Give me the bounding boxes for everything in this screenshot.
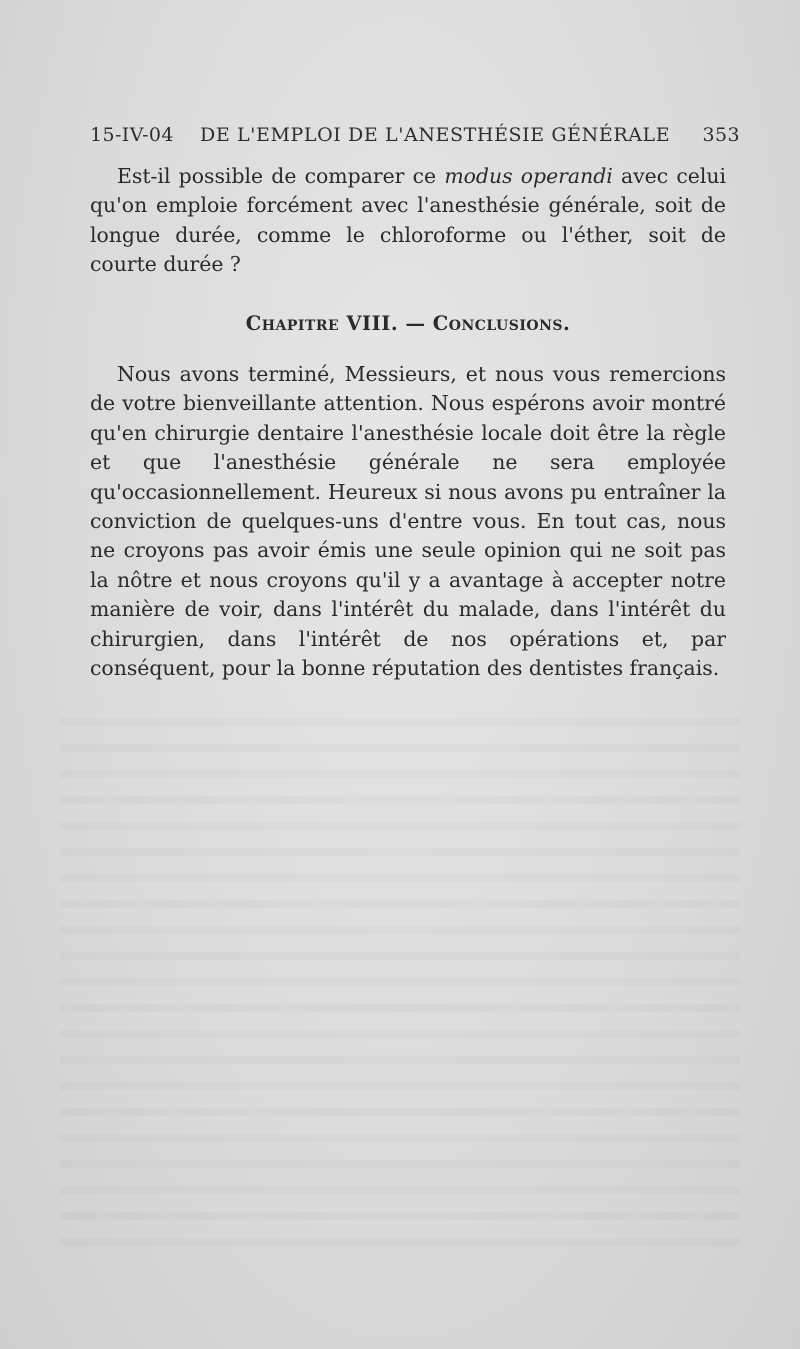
page-number: 353 [702, 124, 740, 146]
show-through-texture [60, 700, 740, 1260]
chapter-heading: Chapitre VIII. — Conclusions. [245, 312, 571, 335]
paragraph-conclusion: Nous avons terminé, Messieurs, et nous vous remercions de votre bienveillante attention. Nous espérons avoir montré qu'en chirurgie dentaire l'anesthésie locale doit être la règle et que l'anesthésie générale ne sera employée qu'occasionnellement. Heureux si nous avons pu entraîner la conviction de quelques-uns d'entre vous. En tout cas, nous ne croyons pas avoir émis une seule opinion qui ne soit pas la nôtre et nous croyons qu'il y a avantage à accepter notre manière de voir, dans l'intérêt du malade, dans l'intérêt du chirurgien, dans l'intérêt de nos opérations et, par conséquent, pour la bonne réputation des dentistes français. [90, 362, 726, 681]
paragraph-question-end: avec celui qu'on emploie forcément avec l'anesthésie générale, soit de longue durée, comme le chloroforme ou l'éther, soit de courte durée ? [90, 164, 727, 277]
header-running-title: DE L'EMPLOI DE L'ANESTHÉSIE GÉNÉRALE [200, 124, 671, 146]
header-date: 15-IV-04 [90, 124, 174, 146]
paragraph-question-start: Est-il possible de comparer ce [117, 164, 445, 188]
running-header [90, 124, 740, 154]
paragraph-question-emphasis: modus operandi [444, 164, 613, 188]
paragraph-question [90, 162, 726, 280]
